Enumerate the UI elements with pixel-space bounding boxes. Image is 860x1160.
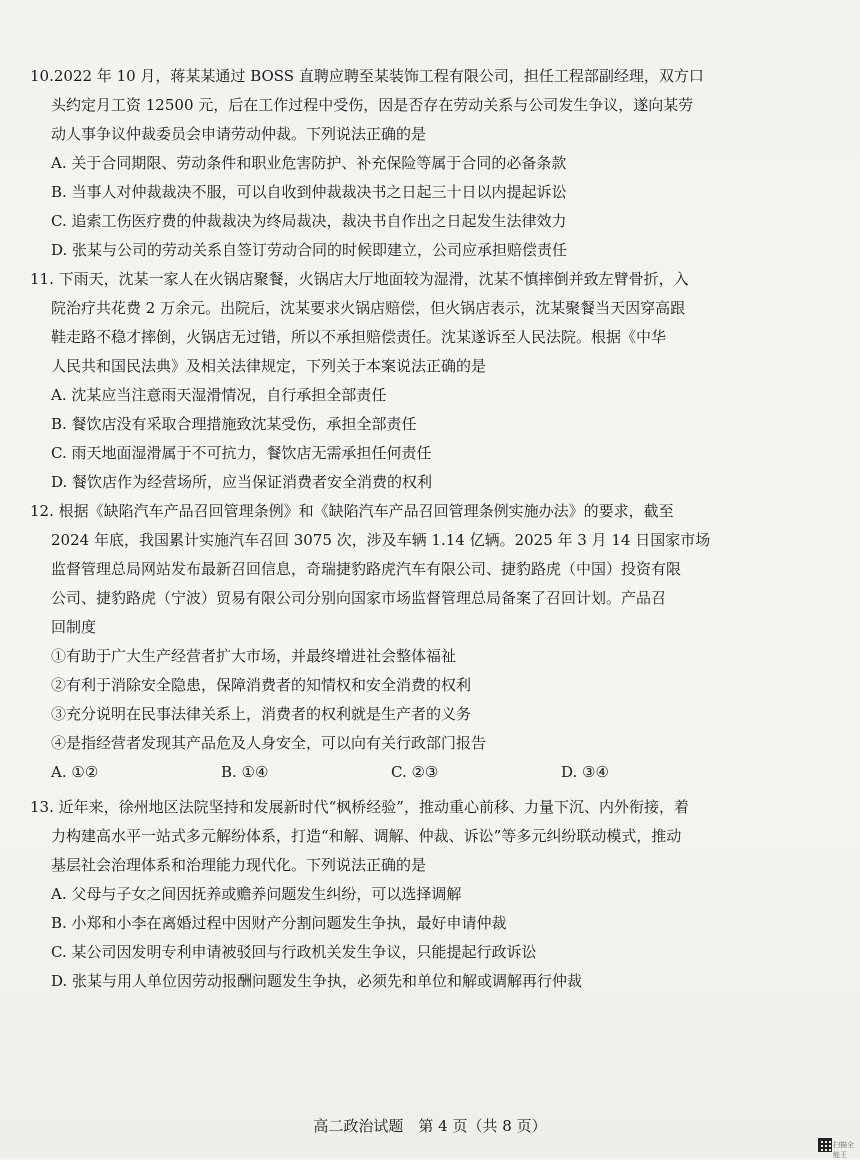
question-12-choices [30,758,835,787]
question-10-stem-line: 动人事争议仲裁委员会申请劳动仲裁。下列说法正确的是 [51,125,427,143]
question-12-statement-2: ②有利于消除安全隐患，保障消费者的知情权和安全消费的权利 [51,676,472,694]
page-footer: 高二政治试题 第 4 页（共 8 页） [313,1117,547,1135]
question-12-statement-1: ①有助于广大生产经营者扩大市场，并最终增进社会整体福祉 [51,647,457,665]
question-13-option-b: B. 小郑和小李在离婚过程中因财产分割问题发生争执，最好申请仲裁 [51,914,507,932]
question-11 [30,265,835,497]
question-12-choice-d: D. ③④ [561,763,609,781]
question-11-stem-line: 院治疗共花费 2 万余元。出院后，沈某要求火锅店赔偿，但火锅店表示，沈某聚餐当天因穿高跟 [51,299,686,317]
question-12 [30,497,835,787]
question-13-stem-line: 13. 近年来，徐州地区法院坚持和发展新时代“枫桥经验”，推动重心前移、力量下沉、内外衔接，着 [30,798,689,816]
question-12-choice-a: A. ①② [51,763,99,781]
question-10-option-d: D. 张某与公司的劳动关系自签订劳动合同的时候即建立，公司应承担赔偿责任 [51,241,568,259]
question-12-stem-line: 公司、捷豹路虎（宁波）贸易有限公司分别向国家市场监督管理总局备案了召回计划。产品召 [51,589,667,607]
question-12-stem-line: 12. 根据《缺陷汽车产品召回管理条例》和《缺陷汽车产品召回管理条例实施办法》的要求，截至 [30,502,674,520]
qr-code-icon [818,1138,832,1152]
question-11-option-b: B. 餐饮店没有采取合理措施致沈某受伤，承担全部责任 [51,415,417,433]
question-11-stem-line: 鞋走路不稳才摔倒，火锅店无过错，所以不承担赔偿责任。沈某遂诉至人民法院。根据《中华 [51,328,667,346]
question-12-statement-4: ④是指经营者发现其产品危及人身安全，可以向有关行政部门报告 [51,734,487,752]
question-12-stem-line: 回制度 [51,618,97,636]
question-10-stem-line: 10.2022 年 10 月，蒋某某通过 BOSS 直聘应聘至某装饰工程有限公司，担任工程部副经理，双方口 [30,67,704,85]
question-11-stem-line: 人民共和国民法典》及相关法律规定，下列关于本案说法正确的是 [51,357,487,375]
question-11-option-a: A. 沈某应当注意雨天湿滑情况，自行承担全部责任 [51,386,387,404]
question-12-choice-c: C. ②③ [391,763,439,781]
scanner-watermark: 扫描全能王 [833,1141,854,1159]
question-10-option-c: C. 追索工伤医疗费的仲裁裁决为终局裁决，裁决书自作出之日起发生法律效力 [51,212,567,230]
question-13-option-d: D. 张某与用人单位因劳动报酬问题发生争执，必须先和单位和解或调解再行仲裁 [51,972,583,990]
question-13-stem-line: 力构建高水平一站式多元解纷体系，打造“和解、调解、仲裁、诉讼”等多元纠纷联动模式，推动 [51,827,682,845]
questions-area [30,62,835,996]
question-13 [30,793,835,996]
question-10-option-b: B. 当事人对仲裁裁决不服，可以自收到仲裁裁决书之日起三十日以内提起诉讼 [51,183,567,201]
question-12-statement-3: ③充分说明在民事法律关系上，消费者的权利就是生产者的义务 [51,705,472,723]
question-10-option-a: A. 关于合同期限、劳动条件和职业危害防护、补充保险等属于合同的必备条款 [51,154,567,172]
question-12-choice-b: B. ①④ [221,763,269,781]
question-13-option-a: A. 父母与子女之间因抚养或赡养问题发生纠纷，可以选择调解 [51,885,462,903]
question-13-option-c: C. 某公司因发明专利申请被驳回与行政机关发生争议，只能提起行政诉讼 [51,943,537,961]
question-11-option-d: D. 餐饮店作为经营场所，应当保证消费者安全消费的权利 [51,473,433,491]
question-12-stem-line: 监督管理总局网站发布最新召回信息，奇瑞捷豹路虎汽车有限公司、捷豹路虎（中国）投资有限 [51,560,682,578]
question-13-stem-line: 基层社会治理体系和治理能力现代化。下列说法正确的是 [51,856,427,874]
question-11-option-c: C. 雨天地面湿滑属于不可抗力，餐饮店无需承担任何责任 [51,444,432,462]
question-11-stem-line: 11. 下雨天，沈某一家人在火锅店聚餐，火锅店大厅地面较为湿滑，沈某不慎摔倒并致左臂骨折，入 [30,270,689,288]
question-10 [30,62,835,265]
question-12-stem-line: 2024 年底，我国累计实施汽车召回 3075 次，涉及车辆 1.14 亿辆。2025 年 3 月 14 日国家市场 [51,531,711,549]
question-10-stem-line: 头约定月工资 12500 元，后在工作过程中受伤，因是否存在劳动关系与公司发生争议，遂向某劳 [51,96,694,114]
